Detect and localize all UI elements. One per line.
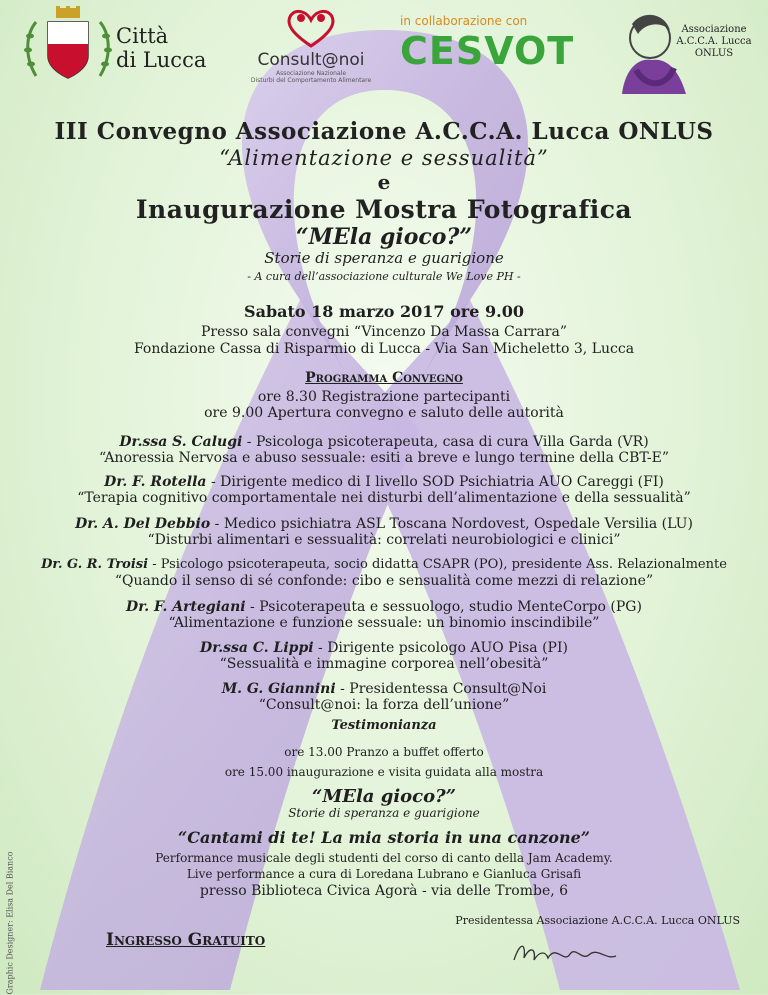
speaker-name: Dr. F. Rotella	[104, 474, 207, 490]
consult-sub1: Associazione Nazionale	[275, 70, 347, 77]
speaker-name: Dr.ssa C. Lippi	[200, 640, 314, 656]
concert-venue: presso Biblioteca Civica Agorà - via delle Trombe, 6	[199, 883, 569, 899]
designer-credit: Graphic Designer: Elisa Del Bianco	[5, 851, 15, 995]
afternoon-exhibit-name: “MEla gioco?”	[311, 786, 457, 807]
concert-line1: Performance musicale degli studenti del corso di canto della Jam Academy.	[155, 851, 613, 865]
acca-line2: A.C.C.A. Lucca	[676, 36, 752, 47]
curated-by: - A cura dell’associazione culturale We Love PH -	[247, 270, 521, 283]
talk-giannini: “Consult@noi: la forza dell’unione”	[258, 697, 510, 713]
talk-rotella: “Terapia cognitivo comportamentale nei disturbi dell’alimentazione e della sessualità”	[77, 490, 691, 506]
lucca-crest-icon	[22, 6, 114, 86]
speaker-role: - Psicoterapeuta e sessuologo, studio MenteCorpo (PG)	[245, 599, 642, 615]
acca-line3: ONLUS	[694, 48, 734, 59]
speaker-role: - Presidentessa Consult@Noi	[335, 681, 547, 697]
program-item-registration: ore 8.30 Registrazione partecipanti	[257, 389, 511, 405]
lunch-line: ore 13.00 Pranzo a buffet offerto	[284, 745, 484, 759]
speaker-lippi	[0, 640, 768, 656]
acca-line1: Associazione	[681, 24, 747, 35]
speaker-giannini	[0, 681, 768, 697]
speaker-name: Dr. G. R. Troisi	[41, 557, 149, 572]
hearts-icon	[283, 6, 339, 50]
talk-troisi: “Quando il senso di sé confonde: cibo e sensualità come mezzi di relazione”	[114, 573, 654, 589]
event-address: Fondazione Cassa di Risparmio di Lucca - Via San Micheletto 3, Lucca	[133, 341, 635, 357]
speaker-role: - Psicologa psicoterapeuta, casa di cura Villa Garda (VR)	[242, 434, 649, 450]
concert-title: “Cantami di te! La mia storia in una canzone”	[178, 828, 590, 847]
speaker-deldebbio	[0, 516, 768, 532]
speaker-role: - Dirigente psicologo AUO Pisa (PI)	[313, 640, 568, 656]
tour-line: ore 15.00 inaugurazione e visita guidata alla mostra	[224, 765, 544, 779]
talk-artegiani: “Alimentazione e funzione sessuale: un binomio inscindibile”	[168, 615, 600, 631]
afternoon-tagline: Storie di speranza e guarigione	[288, 806, 480, 820]
convegno-title: III Convegno Associazione A.C.C.A. Lucca ONLUS	[54, 118, 714, 145]
consult-name: Consult@noi	[257, 50, 365, 70]
speaker-role: - Dirigente medico di I livello SOD Psichiatria AUO Careggi (FI)	[206, 474, 664, 490]
cesvot-logo	[400, 14, 590, 84]
signature-role: Presidentessa Associazione A.C.C.A. Lucca ONLUS	[455, 914, 740, 927]
speaker-troisi	[0, 557, 768, 573]
speaker-name: Dr. F. Artegiani	[126, 599, 246, 615]
speaker-rotella	[0, 474, 768, 490]
concert-line2: Live performance a cura di Loredana Lubrano e Gianluca Grisafi	[186, 867, 582, 881]
event-venue: Presso sala convegni “Vincenzo Da Massa Carrara”	[201, 324, 567, 340]
exhibit-tagline: Storie di speranza e guarigione	[264, 249, 504, 267]
cesvot-name: CESVOT	[400, 29, 575, 73]
talk-calugi: “Anoressia Nervosa e abuso sessuale: esiti a breve e lungo termine della CBT-E”	[98, 450, 670, 466]
event-date: Sabato 18 marzo 2017 ore 9.00	[244, 302, 524, 321]
connector-e: e	[377, 170, 391, 194]
program-item-opening: ore 9.00 Apertura convegno e saluto delle autorità	[204, 405, 564, 421]
lucca-name-line2: di Lucca	[116, 48, 207, 72]
speaker-name: Dr. A. Del Debbio	[75, 516, 211, 532]
speaker-role: - Psicologo psicoterapeuta, socio didatta CSAPR (PO), presidente Ass. Relazionalmente	[148, 557, 727, 572]
lucca-logo	[22, 6, 222, 86]
talk-lippi: “Sessualità e immagine corporea nell’obesità”	[219, 656, 549, 672]
cesvot-collab: in collaborazione con	[400, 14, 528, 28]
consult-logo	[236, 6, 386, 92]
testimony-label: Testimonianza	[331, 718, 437, 733]
speaker-role: - Medico psichiatra ASL Toscana Nordovest, Ospedale Versilia (LU)	[210, 516, 693, 532]
program-heading: Programma Convegno	[305, 370, 463, 386]
speaker-name: Dr.ssa S. Calugi	[119, 434, 243, 450]
convegno-subtitle: “Alimentazione e sessualità”	[219, 146, 549, 170]
talk-deldebbio: “Disturbi alimentari e sessualità: correlati neurobiologici e clinici”	[147, 532, 621, 548]
exhibit-name: “MEla gioco?”	[295, 224, 473, 250]
free-entry: Ingresso Gratuito	[106, 930, 266, 950]
lucca-name-line1: Città	[116, 24, 169, 48]
speaker-artegiani	[0, 599, 768, 615]
speaker-calugi	[0, 434, 768, 450]
exhibit-title: Inaugurazione Mostra Fotografica	[135, 195, 633, 224]
speaker-name: M. G. Giannini	[221, 681, 336, 697]
signature-icon	[510, 936, 620, 970]
consult-sub2: Disturbi del Comportamento Alimentare	[250, 77, 372, 84]
acca-logo	[612, 4, 762, 96]
